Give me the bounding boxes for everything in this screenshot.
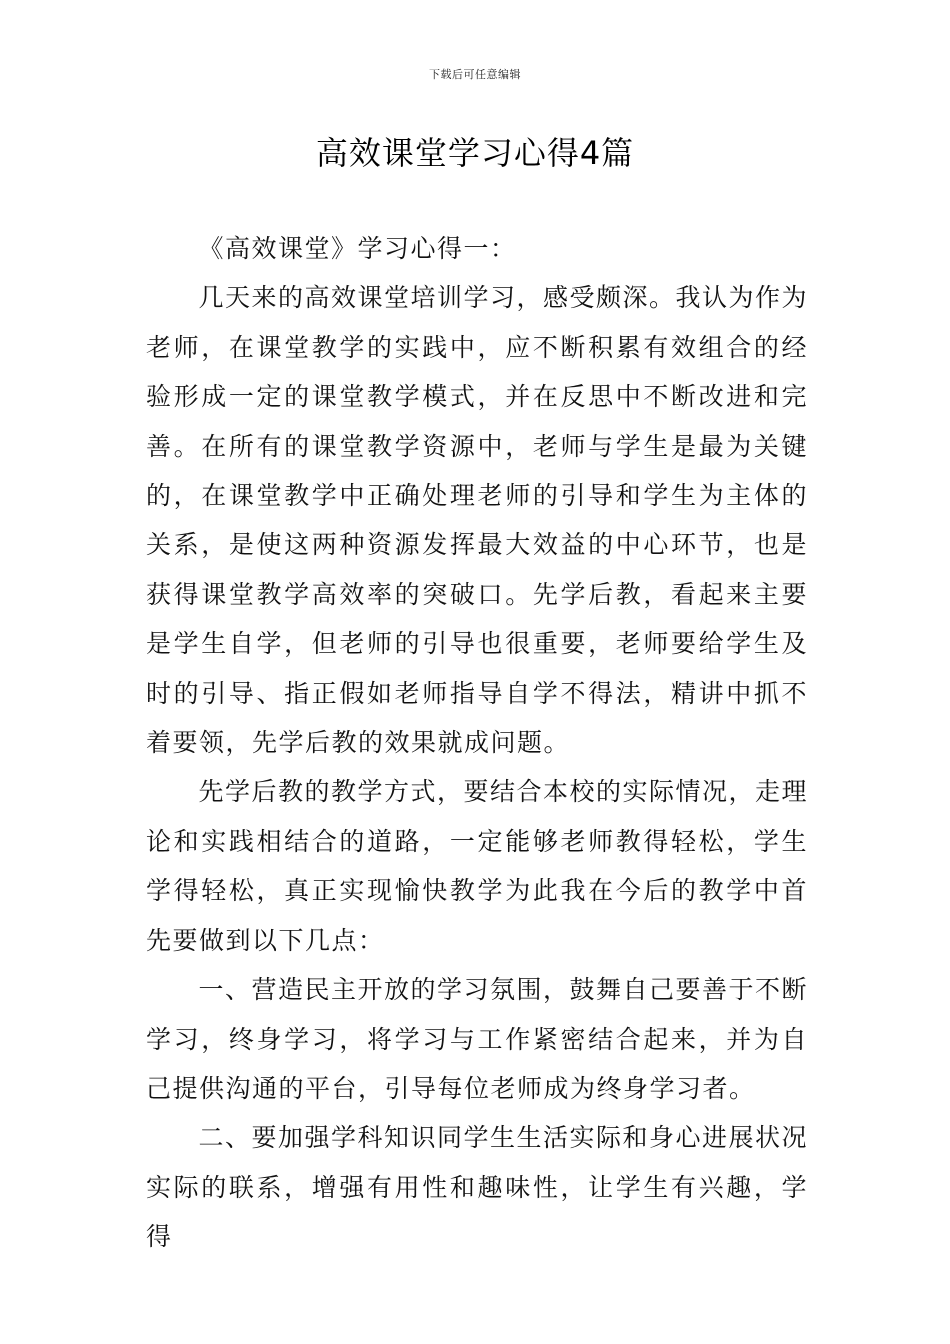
header-note: 下载后可任意编辑 <box>429 68 521 81</box>
body-paragraph: 一、营造民主开放的学习氛围，鼓舞自己要善于不断学习，终身学习，将学习与工作紧密结合起来，并为自己提供沟通的平台，引导每位老师成为终身学习者。 <box>146 975 809 1103</box>
body-paragraph: 先学后教的教学方式，要结合本校的实际情况，走理论和实践相结合的道路，一定能够老师教得轻松，学生学得轻松，真正实现愉快教学为此我在今后的教学中首先要做到以下几点： <box>146 777 809 955</box>
section-heading: 《高效课堂》学习心得一： <box>198 234 517 263</box>
document-body <box>146 224 808 1262</box>
body-paragraph: 几天来的高效课堂培训学习，感受颇深。我认为作为老师，在课堂教学的实践中，应不断积累有效组合的经验形成一定的课堂教学模式，并在反思中不断改进和完善。在所有的课堂教学资源中，老师与学生是最为关键的，在课堂教学中正确处理老师的引导和学生为主体的关系，是使这两种资源发挥最大效益的中心环节，也是获得课堂教学高效率的突破口。先学后教，看起来主要是学生自学，但老师的引导也很重要，老师要给学生及时的引导、指正假如老师指导自学不得法，精讲中抓不着要领，先学后教的效果就成问题。 <box>146 283 809 758</box>
body-paragraph: 二、要加强学科知识同学生生活实际和身心进展状况实际的联系，增强有用性和趣味性，让学生有兴趣，学得 <box>146 1123 809 1252</box>
document-title: 高效课堂学习心得4篇 <box>315 134 635 172</box>
